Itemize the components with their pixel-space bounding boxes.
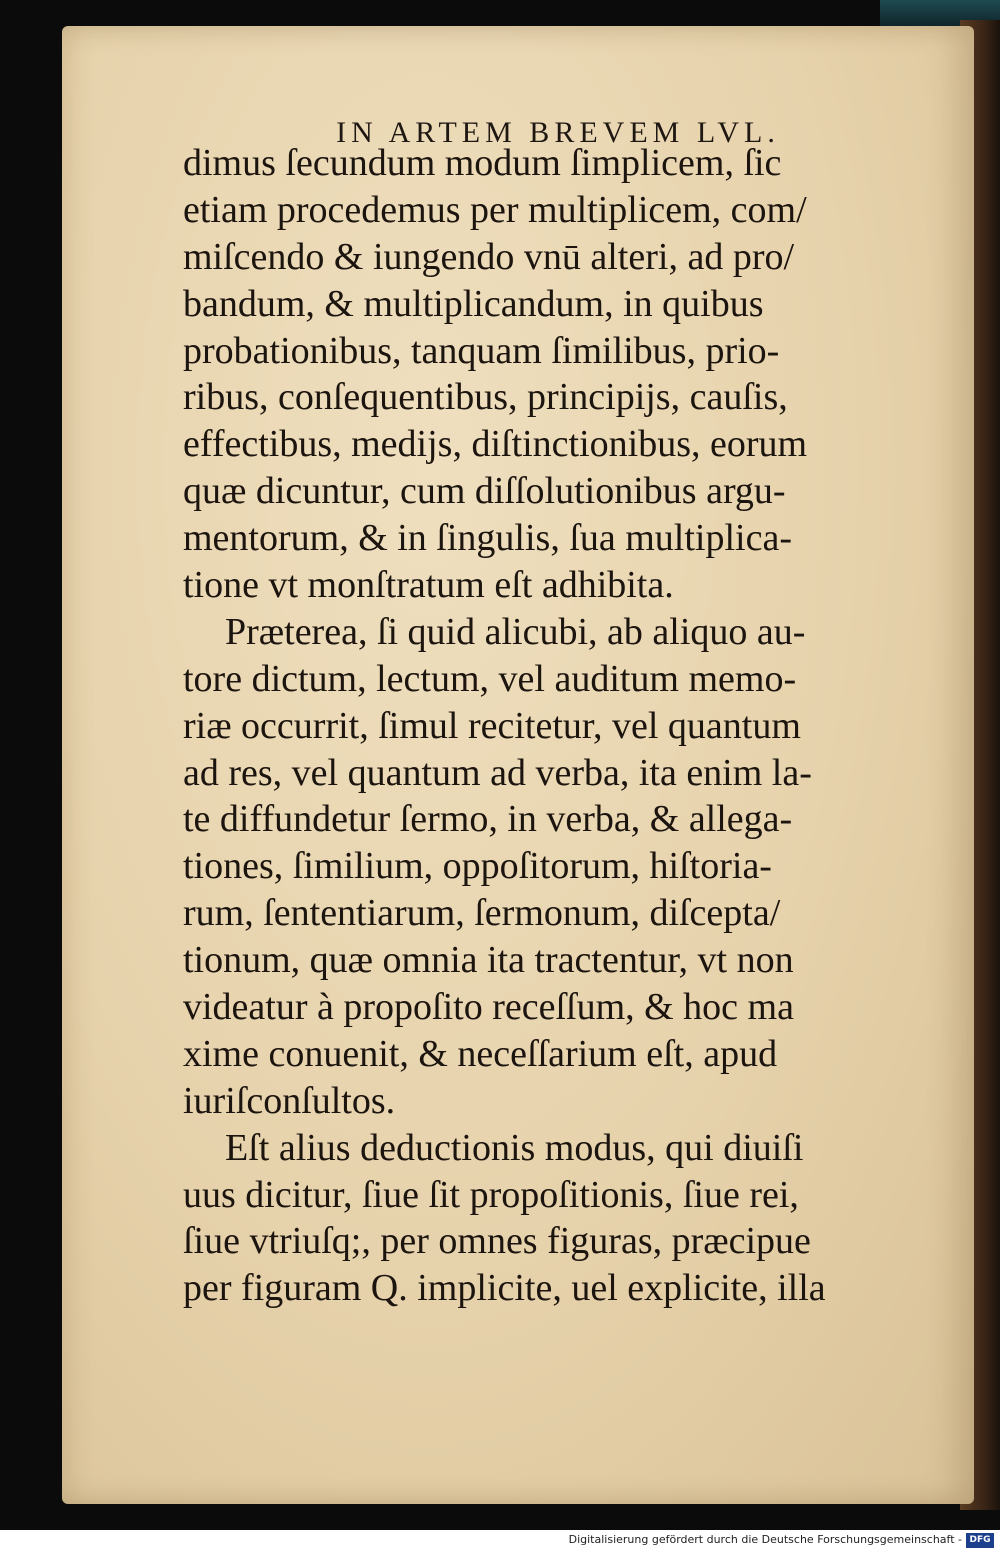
text-line: bandum, & multiplicandum, in quibus [183,282,764,325]
text-line: ſiue vtriuſq;, per omnes figuras, præcipue [183,1220,811,1263]
text-line: tione vt monſtratum eſt adhibita. [183,564,674,607]
funding-credit: Digitalisierung gefördert durch die Deutsche Forschungsgemeinschaft - [568,1533,962,1546]
text-line: per figuram Q. implicite, uel explicite, illa [183,1267,826,1310]
text-line: ad res, vel quantum ad verba, ita enim la- [183,751,812,794]
text-line: miſcendo & iungendo vnū alteri, ad pro/ [183,235,795,278]
text-line: videatur à propoſito receſſum, & hoc ma [183,986,794,1029]
text-line: rum, ſententiarum, ſermonum, diſcepta/ [183,892,781,935]
text-line: ribus, conſequentibus, principijs, cauſis, [183,376,788,419]
text-line: quæ dicuntur, cum diſſolutionibus argu- [183,470,786,513]
text-line: uus dicitur, ſiue ſit propoſitionis, ſiue rei, [183,1173,799,1216]
running-head: IN ARTEM BREVEM LVL. [336,116,780,149]
text-line: effectibus, medijs, diſtinctionibus, eorum [183,423,808,466]
text-line: iuriſconſultos. [183,1079,396,1122]
text-line: tiones, ſimilium, oppoſitorum, hiſtoria- [183,845,772,888]
text-line: tionum, quæ omnia ita tractentur, vt non [183,939,794,982]
paragraph-start-line: Eſt alius deductionis modus, qui diuiſi [225,1126,804,1169]
body-text [183,140,893,1312]
text-line: etiam procedemus per multiplicem, com/ [183,188,807,231]
text-line: tore dictum, lectum, vel auditum memo- [183,657,797,700]
text-line: dimus ſecundum modum ſimplicem, ſic [183,142,782,184]
text-line: xime conuenit, & neceſſarium eſt, apud [183,1032,778,1075]
dfg-logo: DFG [966,1533,994,1548]
text-line: probationibus, tanquam ſimilibus, prio- [183,329,780,372]
text-line: riæ occurrit, ſimul recitetur, vel quantum [183,704,801,747]
text-line: te diffundetur ſermo, in verba, & allega- [183,798,793,841]
footer-bar [0,1530,1000,1551]
text-line: mentorum, & in ſingulis, ſua multiplica- [183,517,792,560]
paragraph-start-line: Præterea, ſi quid alicubi, ab aliquo au- [225,610,806,653]
